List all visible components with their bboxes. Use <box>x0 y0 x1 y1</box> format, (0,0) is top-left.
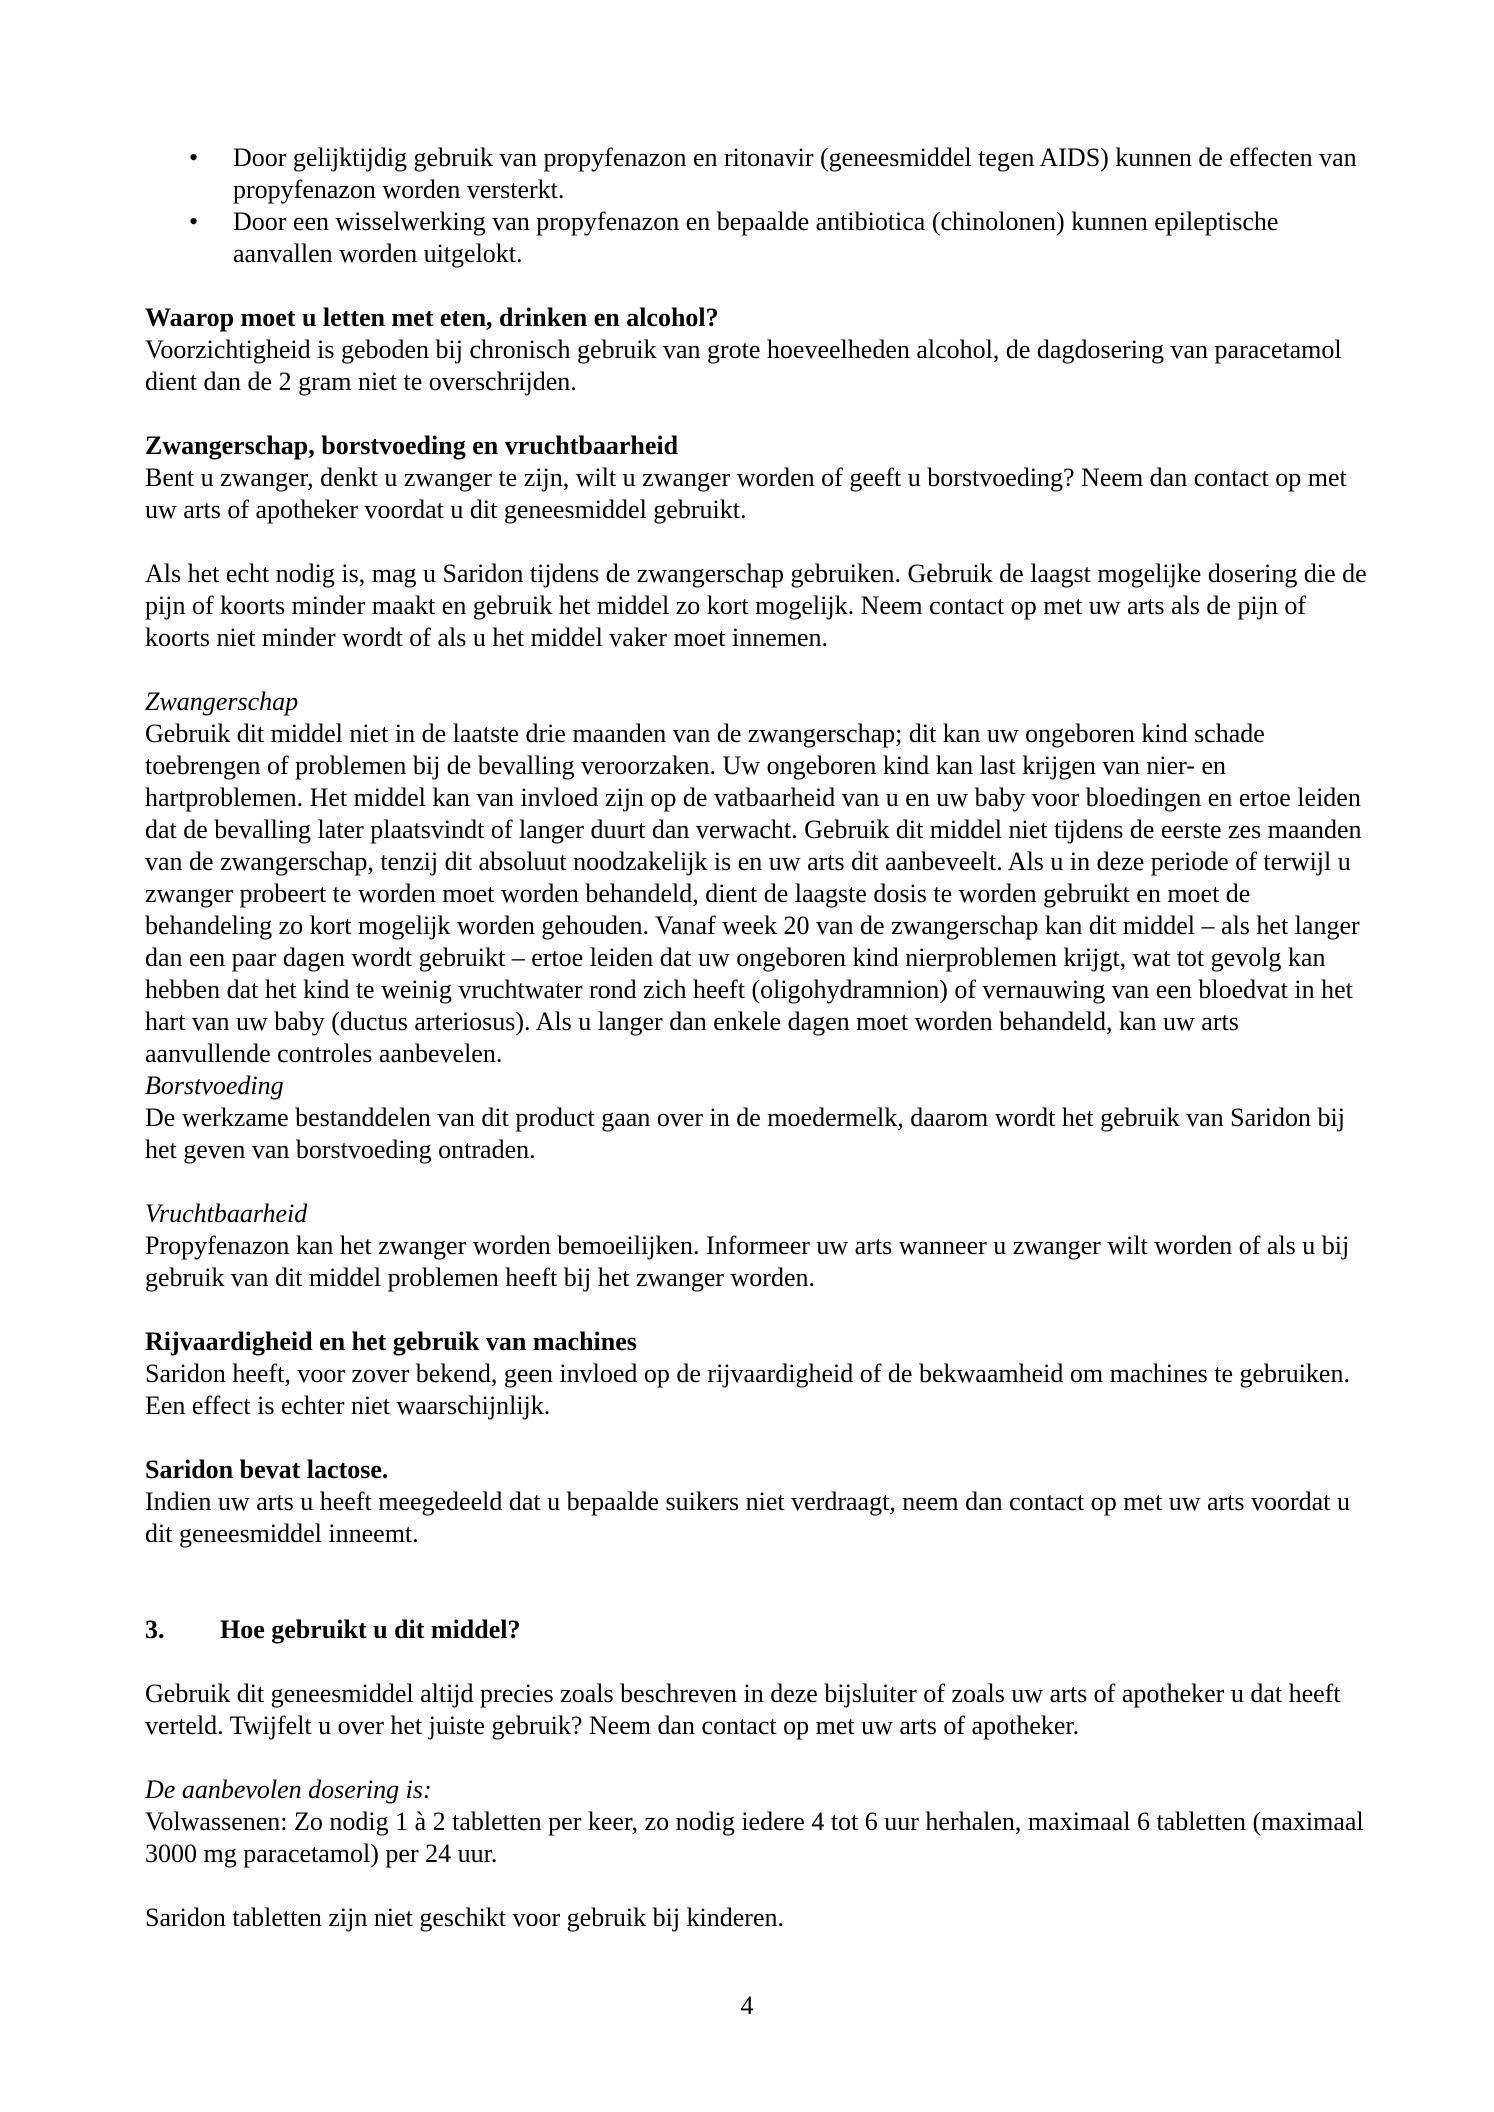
paragraph: Gebruik dit middel niet in de laatste drie maanden van de zwangerschap; dit kan uw ongeboren kind schade toebrengen of problemen bij de bevalling veroorzaken. Uw ongeboren kind kan last krijgen van nier- en hartproblemen. Het middel kan van invloed zijn op de vatbaarheid van u en uw baby voor bloedingen en ertoe leiden dat de bevalling later plaatsvindt of langer duurt dan verwacht. Gebruik dit middel niet tijdens de eerste zes maanden van de zwangerschap, tenzij dit absoluut noodzakelijk is en uw arts dit aanbeveelt. Als u in deze periode of terwijl u zwanger probeert te worden moet worden behandeld, dient de laagste dosis te worden gebruikt en moet de behandeling zo kort mogelijk worden gehouden. Vanaf week 20 van de zwangerschap kan dit middel – als het langer dan een paar dagen wordt gebruikt – ertoe leiden dat uw ongeboren kind nierproblemen krijgt, wat tot gevolg kan hebben dat het kind te weinig vruchtwater rond zich heeft (oligohydramnion) of vernauwing van een bloedvat in het hart van uw baby (ductus arteriosus). Als u langer dan enkele dagen moet worden behandeld, kan uw arts aanvullende controles aanbevelen. <box>145 719 1362 1068</box>
paragraph: Voorzichtigheid is geboden bij chronisch gebruik van grote hoeveelheden alcohol, de dagdosering van paracetamol dient dan de 2 gram niet te overschrijden. <box>145 335 1342 396</box>
subsection-heading: De aanbevolen dosering is: <box>145 1775 432 1804</box>
blank-line <box>145 1742 1367 1774</box>
paragraph: De werkzame bestanddelen van dit product gaan over in de moedermelk, daarom wordt het gebruik van Saridon bij het geven van borstvoeding ontraden. <box>145 1103 1345 1164</box>
paragraph: Bent u zwanger, denkt u zwanger te zijn, wilt u zwanger worden of geeft u borstvoeding? Neem dan contact op met uw arts of apotheker voordat u dit geneesmiddel gebruikt. <box>145 463 1347 524</box>
subsection-heading: Borstvoeding <box>145 1071 284 1100</box>
blank-line <box>145 526 1367 558</box>
subsection-heading: Zwangerschap <box>145 687 299 716</box>
section-number: 3. <box>145 1615 165 1644</box>
blank-line <box>145 1870 1367 1902</box>
subsection-heading: Vruchtbaarheid <box>145 1199 308 1228</box>
section-heading: Saridon bevat lactose. <box>145 1455 389 1484</box>
paragraph: Saridon tabletten zijn niet geschikt voor gebruik bij kinderen. <box>145 1903 785 1932</box>
section-heading: Zwangerschap, borstvoeding en vruchtbaarheid <box>145 431 679 460</box>
bullet-item: • Door gelijktijdig gebruik van propyfenazon en ritonavir (geneesmiddel tegen AIDS) kunnen de effecten van propyfenazon worden versterkt. <box>145 142 1367 206</box>
document-content <box>145 142 1367 1934</box>
page-number: 4 <box>740 1991 754 2020</box>
blank-line <box>145 1166 1367 1198</box>
paragraph: Als het echt nodig is, mag u Saridon tijdens de zwangerschap gebruiken. Gebruik de laagst mogelijke dosering die de pijn of koorts minder maakt en gebruik het middel zo kort mogelijk. Neem contact op met uw arts als de pijn of koorts niet minder wordt of als u het middel vaker moet innemen. <box>145 559 1367 652</box>
blank-line <box>145 1646 1367 1678</box>
blank-line <box>145 1550 1367 1582</box>
paragraph: Propyfenazon kan het zwanger worden bemoeilijken. Informeer uw arts wanneer u zwanger wilt worden of als u bij gebruik van dit middel problemen heeft bij het zwanger worden. <box>145 1231 1350 1292</box>
paragraph: Volwassenen: Zo nodig 1 à 2 tabletten per keer, zo nodig iedere 4 tot 6 uur herhalen, maximaal 6 tabletten (maximaal 3000 mg paracetamol) per 24 uur. <box>145 1807 1364 1868</box>
bullet-item: • Door een wisselwerking van propyfenazon en bepaalde antibiotica (chinolonen) kunnen epileptische aanvallen worden uitgelokt. <box>145 206 1367 270</box>
bullet-list <box>145 142 1367 270</box>
section-heading: Waarop moet u letten met eten, drinken en alcohol? <box>145 303 719 332</box>
blank-line <box>145 1294 1367 1326</box>
paragraph: Gebruik dit geneesmiddel altijd precies zoals beschreven in deze bijsluiter of zoals uw arts of apotheker u dat heeft verteld. Twijfelt u over het juiste gebruik? Neem dan contact op met uw arts of apotheker. <box>145 1679 1341 1740</box>
blank-line <box>145 1582 1367 1614</box>
paragraph: Indien uw arts u heeft meegedeeld dat u bepaalde suikers niet verdraagt, neem dan contact op met uw arts voordat u dit geneesmiddel inneemt. <box>145 1487 1350 1548</box>
section-heading: Rijvaardigheid en het gebruik van machines <box>145 1327 637 1356</box>
blank-line <box>145 270 1367 302</box>
numbered-section-heading <box>145 1614 1367 1646</box>
section-heading-text: Hoe gebruikt u dit middel? <box>220 1615 521 1644</box>
blank-line <box>145 1422 1367 1454</box>
paragraph: Saridon heeft, voor zover bekend, geen invloed op de rijvaardigheid of de bekwaamheid om machines te gebruiken. Een effect is echter niet waarschijnlijk. <box>145 1359 1350 1420</box>
blank-line <box>145 654 1367 686</box>
blank-line <box>145 398 1367 430</box>
